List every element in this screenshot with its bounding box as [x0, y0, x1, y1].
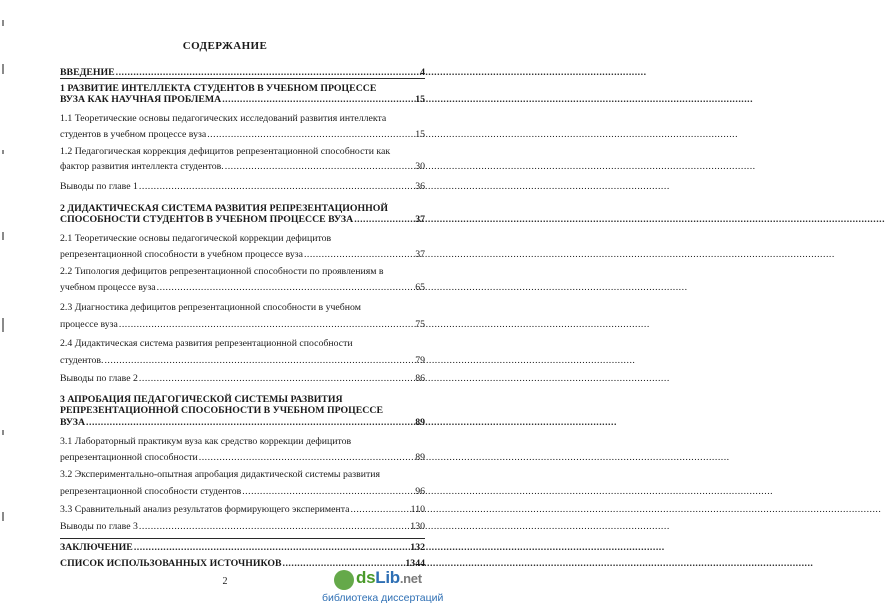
toc-chapter-2-line1: 2 ДИДАКТИЧЕСКАЯ СИСТЕМА РАЗВИТИЯ РЕПРЕЗЕНТАЦИОННОЙ [60, 203, 389, 214]
toc-section-1-1-line1: 1.1 Теоретические основы педагогических исследований развития интеллекта [60, 113, 387, 124]
toc-chapter-3-line2: РЕПРЕЗЕНТАЦИОННОЙ СПОСОБНОСТИ В УЧЕБНОМ ПРОЦЕССЕ [60, 405, 383, 416]
dslib-watermark [320, 568, 448, 612]
toc-conclusions-2: Выводы по главе 2 ..... 86 [60, 373, 425, 384]
toc-section-2-3-line2: процессе вуза ..... 75 [60, 319, 425, 330]
toc-section-1-1-line2: студентов в учебном процессе вуза ..... 15 [60, 129, 425, 140]
toc-chapter-2-line2: СПОСОБНОСТИ СТУДЕНТОВ В УЧЕБНОМ ПРОЦЕССЕ ВУЗА ..... 37 [60, 214, 425, 225]
toc-sources: СПИСОК ИСПОЛЬЗОВАННЫХ ИСТОЧНИКОВ ..... 1344 [60, 558, 425, 569]
toc-section-2-2-line1: 2.2 Типология дефицитов репрезентационной способности по проявлениям в [60, 266, 384, 277]
toc-section-2-4-line2: студентов. ..... 79 [60, 355, 425, 366]
toc-chapter-3-line3: ВУЗА ..... 89 [60, 417, 425, 428]
toc-section-3-1-line1: 3.1 Лабораторный практикум вуза как средство коррекции дефицитов [60, 436, 352, 447]
toc-section-2-2-line2: учебном процессе вуза ..... 65 [60, 282, 425, 293]
toc-section-3-1-line2: репрезентационной способности ..... 89 [60, 452, 425, 463]
toc-chapter-3-line1: 3 АПРОБАЦИЯ ПЕДАГОГИЧЕСКОЙ СИСТЕМЫ РАЗВИТИЯ [60, 394, 343, 405]
toc-chapter-1-line1: 1 РАЗВИТИЕ ИНТЕЛЛЕКТА СТУДЕНТОВ В УЧЕБНОМ ПРОЦЕССЕ [60, 83, 377, 94]
toc-section-2-3-line1: 2.3 Диагностика дефицитов репрезентационной способности в учебном [60, 302, 361, 313]
toc-section-2-4-line1: 2.4 Дидактическая система развития репрезентационной способности [60, 338, 353, 349]
intro-underline [60, 78, 425, 79]
toc-section-3-3: 3.3 Сравнительный анализ результатов формирующего эксперимента ..... 110 [60, 504, 425, 515]
toc-section-3-2-line1: 3.2 Экспериментально-опытная апробация дидактической системы развития [60, 469, 380, 480]
toc-conclusion: ЗАКЛЮЧЕНИЕ ..... 132 [60, 542, 425, 553]
separator-line [60, 538, 425, 539]
toc-section-2-1-line1: 2.1 Теоретические основы педагогической коррекции дефицитов [60, 233, 332, 244]
toc-section-1-2-line1: 1.2 Педагогическая коррекция дефицитов репрезентационной способности как [60, 146, 391, 157]
dslib-logo-icon [334, 570, 354, 590]
toc-chapter-1-line2: ВУЗА КАК НАУЧНАЯ ПРОБЛЕМА ..... 15 [60, 94, 425, 105]
toc-conclusions-1: Выводы по главе 1 ..... 36 [60, 181, 425, 192]
watermark-tagline: библиотека диссертаций [322, 592, 444, 604]
scan-edge-marks [2, 0, 10, 615]
page-number: 2 [222, 576, 228, 587]
toc-entry-intro: ВВЕДЕНИЕ ..... 4 [60, 67, 425, 78]
toc-section-2-1-line2: репрезентационной способности в учебном процессе вуза ..... 37 [60, 249, 425, 260]
toc-conclusions-3: Выводы по главе 3 ..... 130 [60, 521, 425, 532]
page-title: СОДЕРЖАНИЕ [182, 40, 268, 52]
toc-section-1-2-line2: фактор развития интеллекта студентов. ..... 30 [60, 161, 425, 172]
watermark-logo: dsLib.net [356, 568, 422, 587]
toc-section-3-2-line2: репрезентационной способности студентов ..... 96 [60, 486, 425, 497]
